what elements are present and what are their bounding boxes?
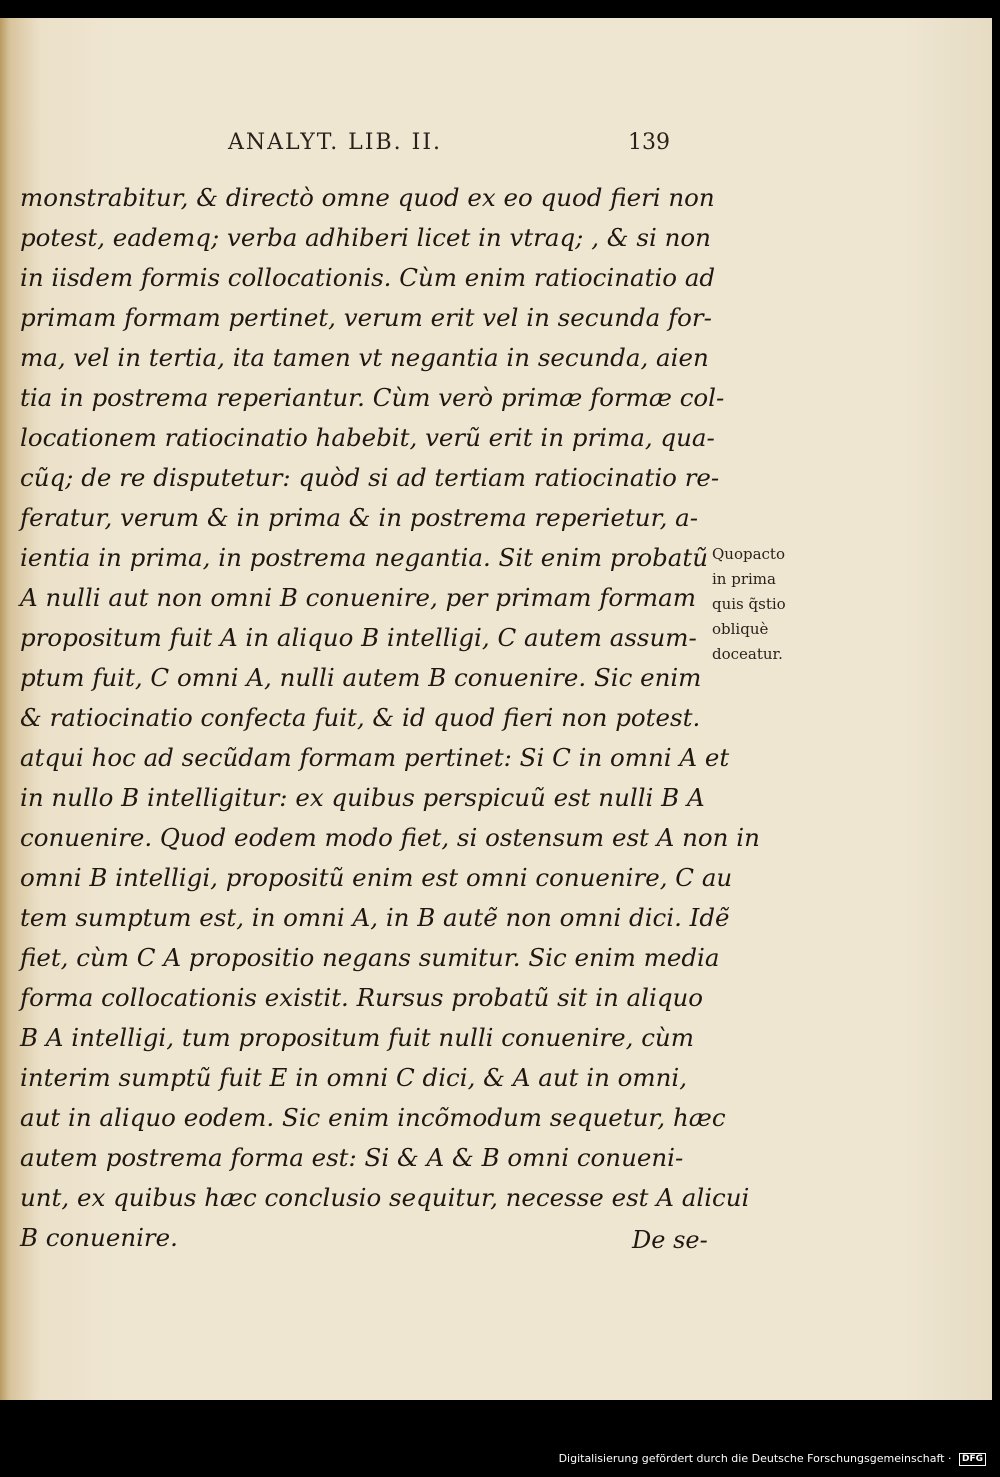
text-line: tem sumptum est, in omni A, in B autẽ non omni dici. Idẽ: [20, 903, 730, 932]
marginal-note: [712, 542, 822, 667]
text-line: in nullo B intelligitur: ex quibus perspicuũ est nulli B A: [20, 783, 705, 812]
text-line: B conuenire.: [20, 1223, 178, 1252]
credit-text: Digitalisierung gefördert durch die Deutsche Forschungsgemeinschaft ·: [558, 1452, 952, 1465]
marginal-note-line: Quopacto: [712, 545, 785, 563]
catchword: De se-: [632, 1226, 708, 1254]
book-page: [0, 18, 992, 1400]
text-line: locationem ratiocinatio habebit, verũ erit in prima, qua-: [20, 423, 715, 452]
text-line: interim sumptũ fuit E in omni C dici, & A aut in omni,: [20, 1063, 688, 1092]
text-line: & ratiocinatio confecta fuit, & id quod fieri non potest.: [20, 703, 701, 732]
text-line: propositum fuit A in aliquo B intelligi, C autem assum-: [20, 623, 697, 652]
marginal-note-line: quis q̃stio: [712, 595, 786, 613]
text-line: potest, eademq; verba adhiberi licet in vtraq; , & si non: [20, 223, 711, 252]
text-line: forma collocationis existit. Rursus probatũ sit in aliquo: [20, 983, 704, 1012]
page-header: [0, 130, 992, 160]
text-line: ptum fuit, C omni A, nulli autem B conuenire. Sic enim: [20, 663, 702, 692]
text-line: omni B intelligi, propositũ enim est omni conuenire, C au: [20, 863, 733, 892]
text-line: ientia in prima, in postrema negantia. Sit enim probatũ: [20, 543, 708, 572]
text-line: feratur, verum & in prima & in postrema reperietur, a-: [20, 503, 699, 532]
page-number: 139: [628, 130, 670, 155]
text-line: autem postrema forma est: Si & A & B omni conueni-: [20, 1143, 684, 1172]
text-line: in iisdem formis collocationis. Cùm enim ratiocinatio ad: [20, 263, 716, 292]
text-line: ma, vel in tertia, ita tamen vt negantia in secunda, aien: [20, 343, 709, 372]
text-line: atqui hoc ad secũdam formam pertinet: Si C in omni A et: [20, 743, 730, 772]
text-line: cũq; de re disputetur: quòd si ad tertiam ratiocinatio re-: [20, 463, 720, 492]
text-line: aut in aliquo eodem. Sic enim incõmodum sequetur, hæc: [20, 1103, 726, 1132]
digitization-credit: [559, 1452, 986, 1466]
text-line: unt, ex quibus hæc conclusio sequitur, necesse est A alicui: [20, 1183, 750, 1212]
text-line: fiet, cùm C A propositio negans sumitur. Sic enim media: [20, 943, 720, 972]
text-line: monstrabitur, & directò omne quod ex eo quod fieri non: [20, 183, 715, 212]
text-line: primam formam pertinet, verum erit vel in secunda for-: [20, 303, 712, 332]
dfg-logo: DFG: [959, 1453, 986, 1466]
text-line: A nulli aut non omni B conuenire, per primam formam: [20, 583, 696, 612]
text-line: tia in postrema reperiantur. Cùm verò primæ formæ col-: [20, 383, 725, 412]
running-head: ANALYT. LIB. II.: [228, 130, 443, 155]
marginal-note-line: obliquè: [712, 620, 769, 638]
marginal-note-line: doceatur.: [712, 645, 783, 663]
text-line: conuenire. Quod eodem modo fiet, si ostensum est A non in: [20, 823, 760, 852]
text-line: B A intelligi, tum propositum fuit nulli conuenire, cùm: [20, 1023, 694, 1052]
marginal-note-line: in prima: [712, 570, 776, 588]
